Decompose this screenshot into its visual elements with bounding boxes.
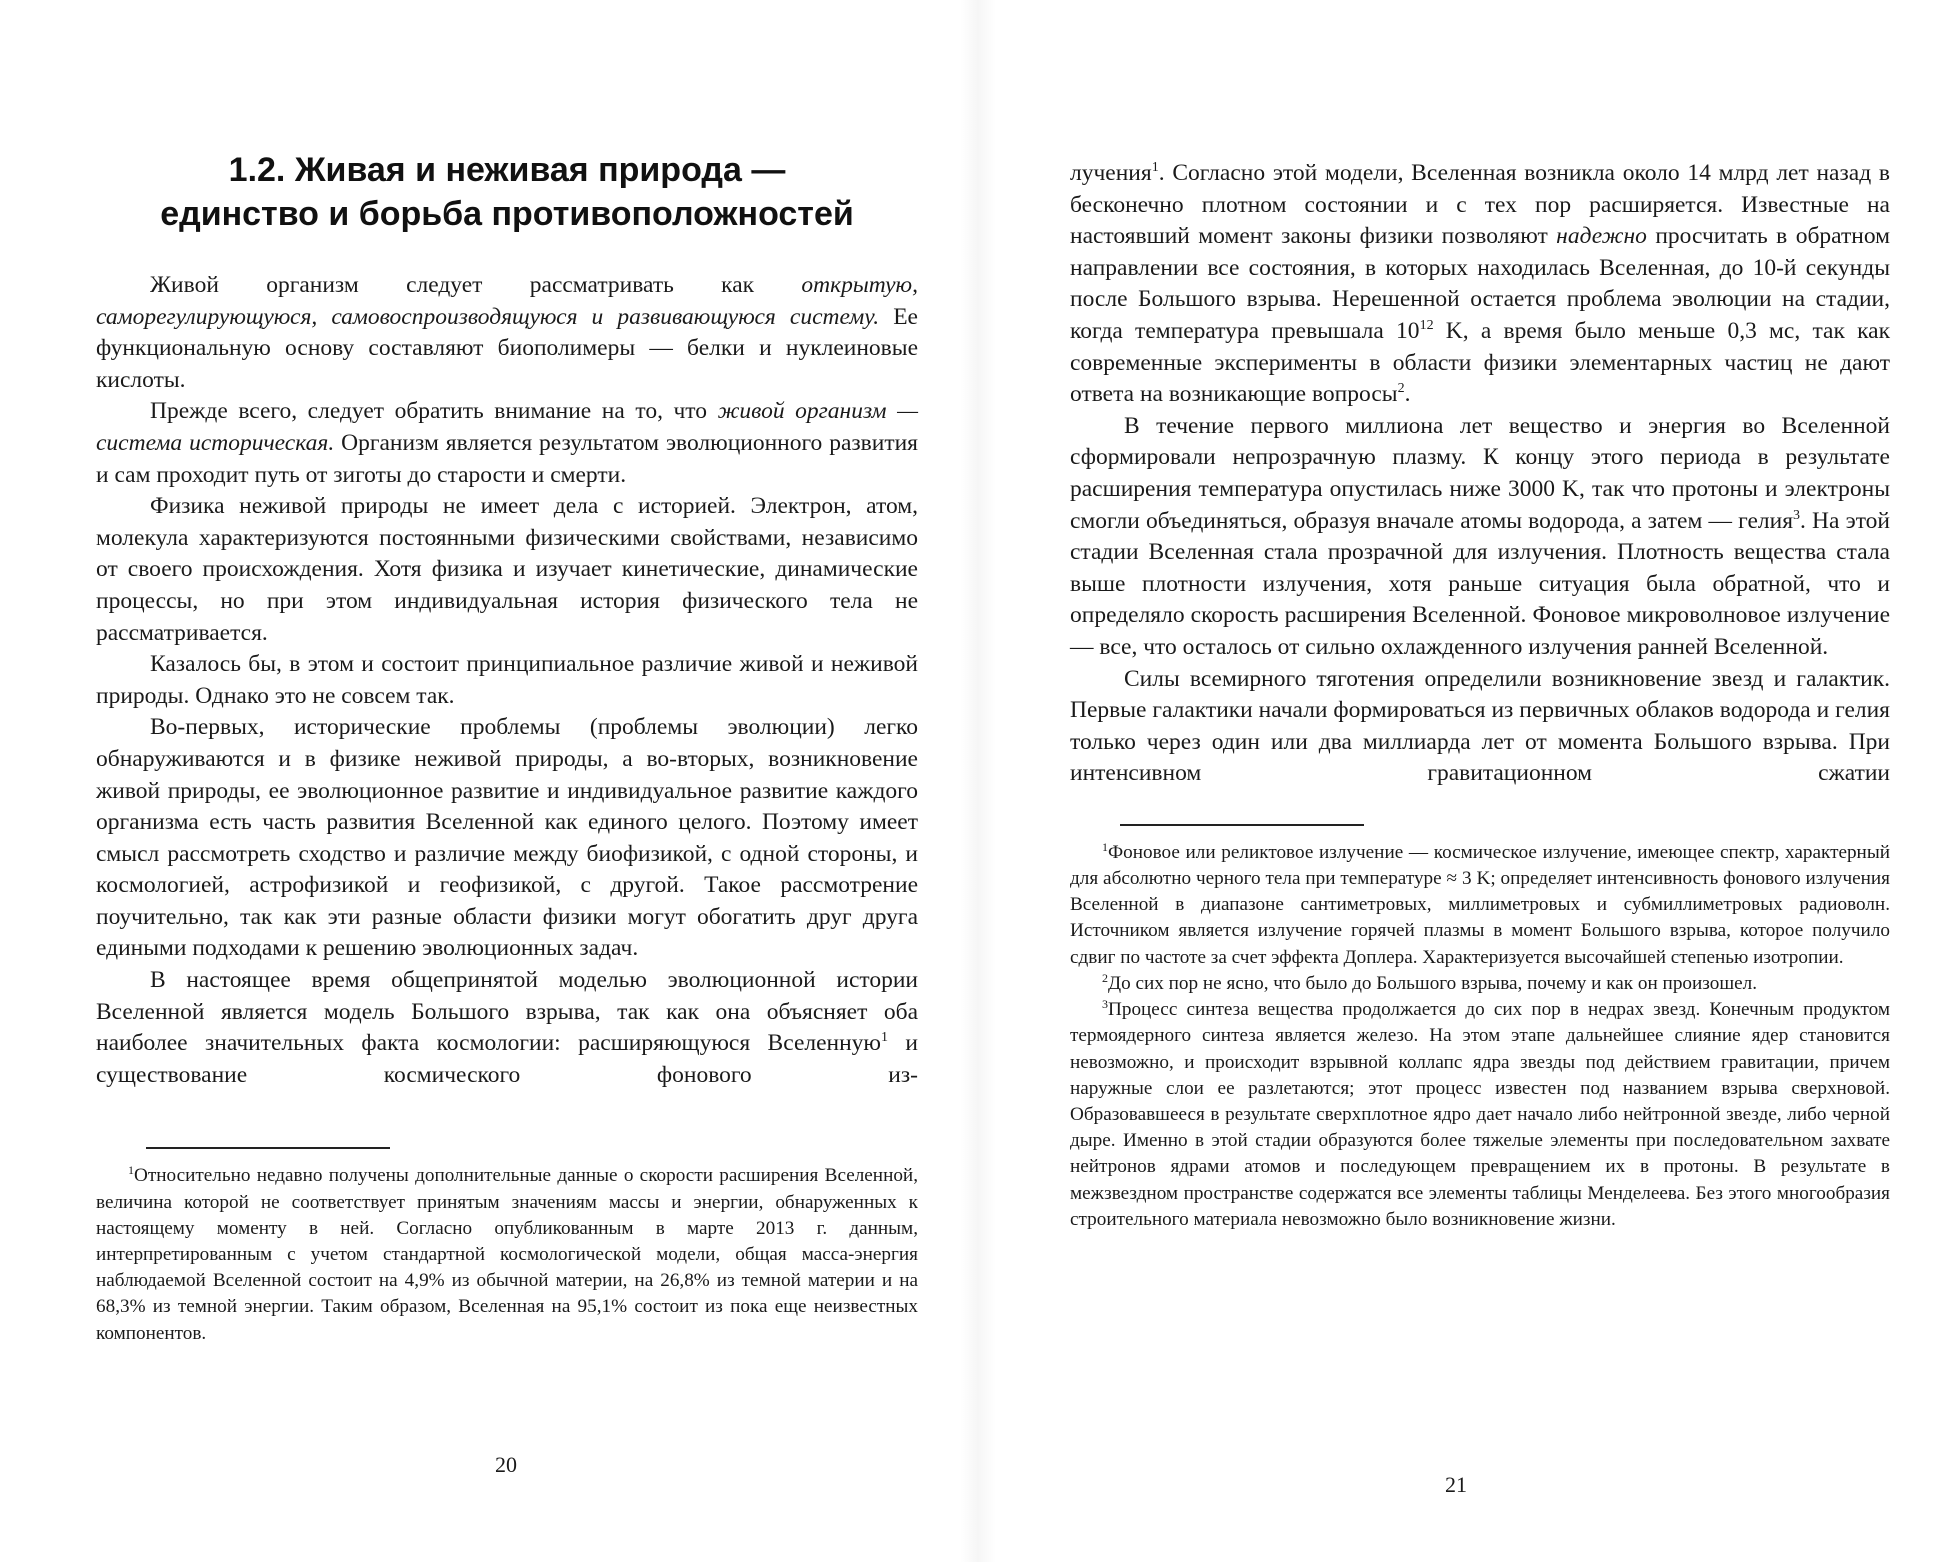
footnote-mark: 1 (128, 1163, 134, 1178)
paragraph-text: В течение первого миллиона лет вещество и энергия во Вселенной сформировали непрозрачную плазму. К концу этого периода в результате расширения температура опустилась ниже 3000 K, так что протоны и электроны смогли объединяться, образуя вначале атомы водорода, а затем — гелия (1070, 412, 1890, 534)
page-number: 20 (495, 1452, 517, 1477)
paragraph-text: . Согласно этой модели, Вселенная возникла около 14 млрд лет назад в бесконечно плотном состоянии и с тех пор расширяется. Известные на настоявший момент законы физики позволяют (1070, 160, 1890, 250)
footnote-divider (146, 1147, 390, 1149)
paragraph-text: В настоящее время общепринятой моделью эволюционной истории Вселенной является модель Большого взрыва, так как она объясняет оба наиболее значительных факта космологии: расширяющуюся Вселенную (96, 967, 918, 1057)
footnote-ref[interactable]: 1 (1151, 160, 1159, 175)
paragraph-text: и существование космического фонового из- (96, 1030, 918, 1088)
footnote-3 (1070, 997, 1890, 1233)
footnote-mark: 1 (1102, 839, 1108, 854)
right-page (978, 0, 1956, 1562)
paragraph-text: просчитать в обратном направлении все состояния, в которых находилась Вселенная, до 10-й секунды после Большого взрыва. Нерешенной остается проблема эволюции на стадии, когда температура превышала 10 (1070, 223, 1890, 344)
footnote-text: Процесс синтеза вещества продолжается до сих пор в недрах звезд. Конечным продуктом термоядерного синтеза является железо. На этом этапе дальнейшее слияние ядер становится невозможно, и происходит взрывной коллапс ядра звезды под действием гравитации, причем наружные слои ее разлетаются; этот процесс известен под названием взрыва сверхновой. Образовавшееся в результате сверхплотное ядро дает начало либо нейтронной звезде, либо черной дыре. Именно в этой стадии образуются более тяжелые элементы при последовательном захвате нейтронов ядрами атомов и последующем превращением их в протоны. В результате в межзвездном пространстве содержатся все элементы таблицы Менделеева. Без этого многообразия строительного материала невозможно было возникновение жизни. (1070, 999, 1890, 1230)
page-number: 21 (1445, 1472, 1467, 1497)
paragraph-5: Во-первых, исторические проблемы (проблемы эволюции) легко обнаруживаются и в физике неживой природы, а во-вторых, возникновение живой природы, ее эволюционное развитие и индивидуальное развитие каждого организма есть часть развития Вселенной как единого целого. Поэтому имеет смысл рассмотреть сходство и различие между биофизикой, с одной стороны, и космологией, астрофизикой и геофизикой, с другой. Такое рассмотрение поучительно, так как эти разные области физики могут обогатить друг друга едиными подходами к решению эволюционных задач. (96, 714, 918, 962)
section-heading-line1: 1.2. Живая и неживая природа — (228, 151, 786, 189)
paragraph-text: Организм является результатом эволюционного развития и сам проходит путь от зиготы до старости и смерти. (96, 429, 918, 488)
paragraph-1 (96, 270, 918, 396)
paragraph-text: лучения (1070, 160, 1152, 186)
paragraph-text: Прежде всего, следует обратить внимание на то, что (150, 398, 718, 425)
footnote-1 (1070, 840, 1890, 971)
exponent: 12 (1419, 317, 1434, 333)
footnote-2 (1070, 971, 1890, 997)
footnote-text: Фоновое или реликтовое излучение — космическое излучение, имеющее спектр, характерный для абсолютно черного тела при температуре ≈ 3 K; определяет интенсивность фонового излучения Вселенной в диапазоне сантиметровых, миллиметровых и субмиллиметровых радиоволн. Источником является излучение горячей плазмы в момент Большого взрыва, которое получило сдвиг по частоте за счет эффекта Доплера. Характеризуется высочайшей степенью изотропии. (1070, 841, 1890, 968)
footnote-text: До сих пор не ясно, что было до Большого взрыва, почему и как он произошел. (1108, 972, 1758, 994)
section-heading (96, 148, 918, 236)
footnote-ref[interactable]: 1 (881, 1030, 888, 1046)
paragraph-text: Живой организм следует рассматривать как (150, 272, 802, 298)
footnote-text: Относительно недавно получены дополнительные данные о скорости расширения Вселенной, величина которой не соответствует принятым значениям массы и энергии, обнаруженных к настоящему моменту в ней. Согласно опубликованным в марте 2013 г. данным, интерпретированным с учетом стандартной космологической модели, общая масса-энергия наблюдаемой Вселенной состоит на 4,9% из обычной материи, на 26,8% из темной материи и на 68,3% из темной энергии. Таким образом, Вселенная на 95,1% состоит из пока еще неизвестных компонентов. (96, 1165, 918, 1344)
emphasis-text: живой организм — система историческая. (96, 398, 918, 456)
footnote-divider (1120, 824, 1364, 826)
footnote-ref[interactable]: 3 (1793, 507, 1801, 523)
paragraph-3: Силы всемирного тяготения определили возникновение звезд и галактик. Первые галактики начали формироваться из первичных облаков водорода и гелия только через один или два миллиарда лет от момента Большого взрыва. При интенсивном гравитационном сжатии (1070, 665, 1890, 787)
paragraph-6 (96, 965, 918, 1091)
footnote-mark: 2 (1102, 970, 1108, 985)
left-text-column (96, 148, 918, 1347)
footnote-mark: 3 (1102, 997, 1108, 1012)
paragraph-2 (1070, 411, 1890, 664)
footnote-ref[interactable]: 2 (1397, 381, 1405, 397)
paragraph-2 (96, 396, 918, 491)
emphasis-text: надежно (1556, 223, 1647, 250)
paragraph-text: K, а время было меньше 0,3 мс, так как современные эксперименты в области физики элементарных частиц не дают ответа на возникающие вопросы (1070, 317, 1890, 408)
section-heading-line2: единство и борьба противоположностей (160, 195, 854, 233)
right-text-column (1070, 158, 1890, 1233)
emphasis-text: открытую, саморегулирующуюся, самовоспроизводящуюся и развивающуюся систему. (96, 272, 918, 330)
paragraph-4: Казалось бы, в этом и состоит принципиальное различие живой и неживой природы. Однако это не совсем так. (96, 651, 918, 709)
paragraph-text: . На этой стадии Вселенная стала прозрачной для излучения. Плотность вещества стала выше плотности излучения, хотя раньше ситуация была обратной, что и определяло скорость расширения Вселенной. Фоновое микроволновое излучение — все, что осталось от сильно охлажденного излучения ранней Вселенной. (1070, 507, 1890, 660)
paragraph-1 (1070, 158, 1890, 411)
paragraph-text: . (1404, 381, 1411, 408)
paragraph-text: Ее функциональную основу составляют биополимеры — белки и нуклеиновые кислоты. (96, 303, 918, 393)
footnote-1 (96, 1163, 918, 1346)
paragraph-3: Физика неживой природы не имеет дела с историей. Электрон, атом, молекула характеризуются постоянными физическими свойствами, независимо от своего происхождения. Хотя физика и изучает кинетические, динамические процессы, но при этом индивидуальная история физического тела не рассматривается. (96, 493, 918, 646)
